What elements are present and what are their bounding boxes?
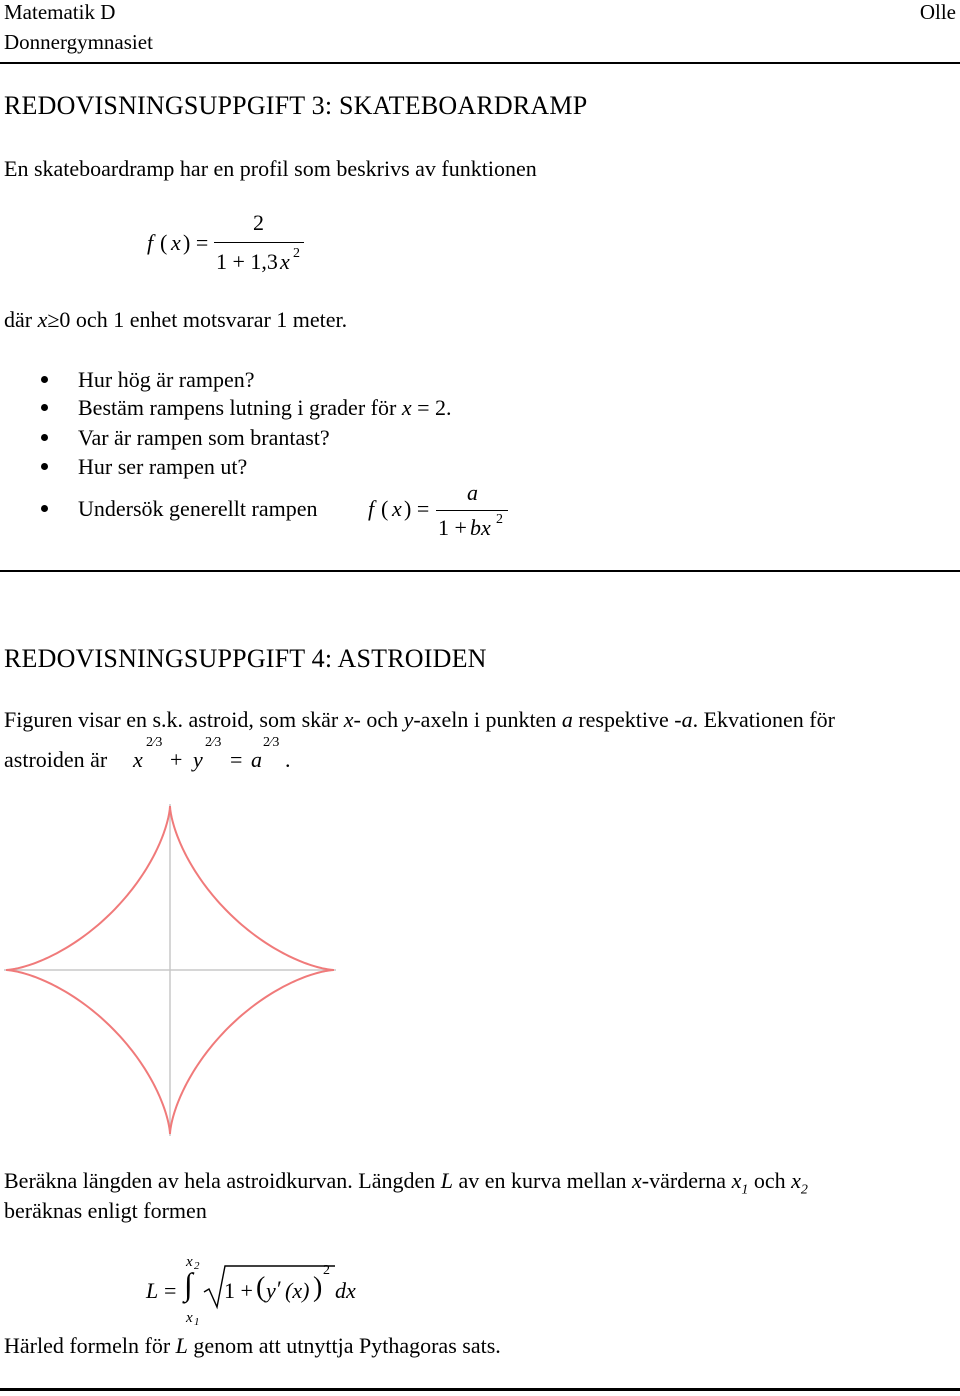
bullet-2-tail: = 2. <box>411 395 452 420</box>
integral-y: y <box>266 1278 276 1303</box>
integral-L: L <box>146 1278 159 1303</box>
integral-equals: = <box>164 1278 177 1303</box>
general-f: f <box>368 496 375 521</box>
p1-text-c: -axeln i punkten <box>413 707 562 732</box>
task4-paragraph-2: astroiden är <box>4 747 108 772</box>
p3-L: L <box>440 1168 454 1193</box>
p3-text-d: och <box>748 1168 792 1193</box>
eq-equals: = <box>230 747 243 772</box>
general-exponent: 2 <box>496 512 503 527</box>
task4-paragraph-1 <box>4 707 835 733</box>
course-name: Matematik D <box>4 0 116 24</box>
general-open-paren: ( <box>381 496 389 521</box>
integral-lower-sub: 1 <box>194 1316 200 1328</box>
integral-close-paren: ) <box>313 1272 323 1303</box>
general-denominator-one: 1 + <box>438 515 467 540</box>
school-name: Donnergymnasiet <box>4 30 153 54</box>
p3-x1: x <box>731 1168 742 1193</box>
p3-x2: x <box>791 1168 801 1193</box>
p1-x: x <box>343 707 354 732</box>
p5-text-a: Härled formeln för <box>4 1333 176 1358</box>
task4-paragraph-3 <box>4 1168 808 1198</box>
p1-text-d: respektive - <box>572 707 682 732</box>
task4-paragraph-5 <box>4 1333 501 1359</box>
bullet-1: Hur hög är rampen? <box>78 367 255 392</box>
eq-y: y <box>193 747 203 772</box>
integral-upper-x: x <box>186 1254 193 1270</box>
task4-title: REDOVISNINGSUPPGIFT 4: ASTROIDEN <box>4 644 487 673</box>
bullet-2 <box>78 395 452 421</box>
bullet-4: Hur ser rampen ut? <box>78 454 248 479</box>
integral-upper-sub: 2 <box>194 1260 200 1272</box>
p1-text-e: . Ekvationen för <box>692 707 835 732</box>
p1-text-a: Figuren visar en s.k. astroid, som skär <box>4 707 344 732</box>
general-close-paren: ) = <box>404 496 430 521</box>
bullet-5: Undersök generellt rampen <box>78 496 318 521</box>
formula-denominator-x: x <box>280 249 290 274</box>
eq-period: . <box>285 747 291 772</box>
task3-condition <box>4 307 347 333</box>
p3-text-c: -värderna <box>641 1168 732 1193</box>
bullet-2-text: Bestäm rampens lutning i grader för <box>78 395 402 420</box>
author-name: Olle <box>919 0 956 24</box>
p5-text-b: genom att utnyttja Pythagoras sats. <box>187 1333 501 1358</box>
condition-pre: där <box>4 307 38 332</box>
general-x: x <box>392 496 402 521</box>
bullet-dot <box>41 376 48 383</box>
header-rule <box>0 62 960 64</box>
formula-f: f <box>147 230 154 255</box>
task3-title: REDOVISNINGSUPPGIFT 3: SKATEBOARDRAMP <box>4 91 588 120</box>
bullet-dot <box>41 505 48 512</box>
eq-x-exponent: 2⁄3 <box>146 735 163 750</box>
section-rule <box>0 570 960 572</box>
eq-a: a <box>251 747 262 772</box>
p5-L: L <box>175 1333 188 1358</box>
p3-text-a: Beräkna längden av hela astroidkurvan. Längden <box>4 1168 441 1193</box>
formula-denominator: 1 + 1,3 <box>216 249 278 274</box>
integral-paren-x: (x) <box>285 1278 310 1303</box>
bullet-dot <box>41 434 48 441</box>
formula-close-paren: ) = <box>183 230 209 255</box>
eq-y-exponent: 2⁄3 <box>205 735 222 750</box>
task4-paragraph-4: beräknas enligt formen <box>4 1198 207 1223</box>
integral-one-plus: 1 + <box>224 1278 253 1303</box>
bullet-3: Var är rampen som brantast? <box>78 425 330 450</box>
p1-a: a <box>561 707 573 732</box>
astroid-figure <box>0 800 340 1140</box>
eq-x: x <box>133 747 143 772</box>
general-fraction-bar <box>436 510 508 511</box>
condition-x: x <box>37 307 48 332</box>
general-numerator: a <box>467 480 478 505</box>
formula-x: x <box>171 230 181 255</box>
formula-fraction-bar <box>214 242 304 243</box>
bullet-dot <box>41 463 48 470</box>
integral-open-paren: ( <box>256 1272 266 1303</box>
integral-prime: ′ <box>277 1276 282 1301</box>
bullet-dot <box>41 404 48 411</box>
general-denominator-bx: bx <box>470 515 491 540</box>
p3-sub2: 2 <box>800 1182 808 1198</box>
formula-numerator: 2 <box>253 210 264 235</box>
p1-a-neg: a <box>681 707 693 732</box>
condition-post: ≥0 och 1 enhet motsvarar 1 meter. <box>47 307 348 332</box>
integral-dx: dx <box>335 1278 356 1303</box>
integral-lower-x: x <box>186 1310 193 1326</box>
p3-text-b: av en kurva mellan <box>453 1168 633 1193</box>
p3-x: x <box>632 1168 642 1193</box>
formula-exponent: 2 <box>293 246 300 261</box>
task3-intro: En skateboardramp har en profil som beskrivs av funktionen <box>4 156 537 181</box>
formula-open-paren: ( <box>160 230 168 255</box>
p3-sub1: 1 <box>741 1182 749 1198</box>
eq-a-exponent: 2⁄3 <box>263 735 280 750</box>
integral-sign: ∫ <box>184 1266 193 1302</box>
p1-y: y <box>403 707 414 732</box>
bullet-2-x: x <box>401 395 412 420</box>
eq-plus: + <box>170 747 183 772</box>
integral-exponent: 2 <box>323 1263 330 1278</box>
p1-text-b: - och <box>353 707 404 732</box>
footer-rule <box>0 1388 960 1391</box>
